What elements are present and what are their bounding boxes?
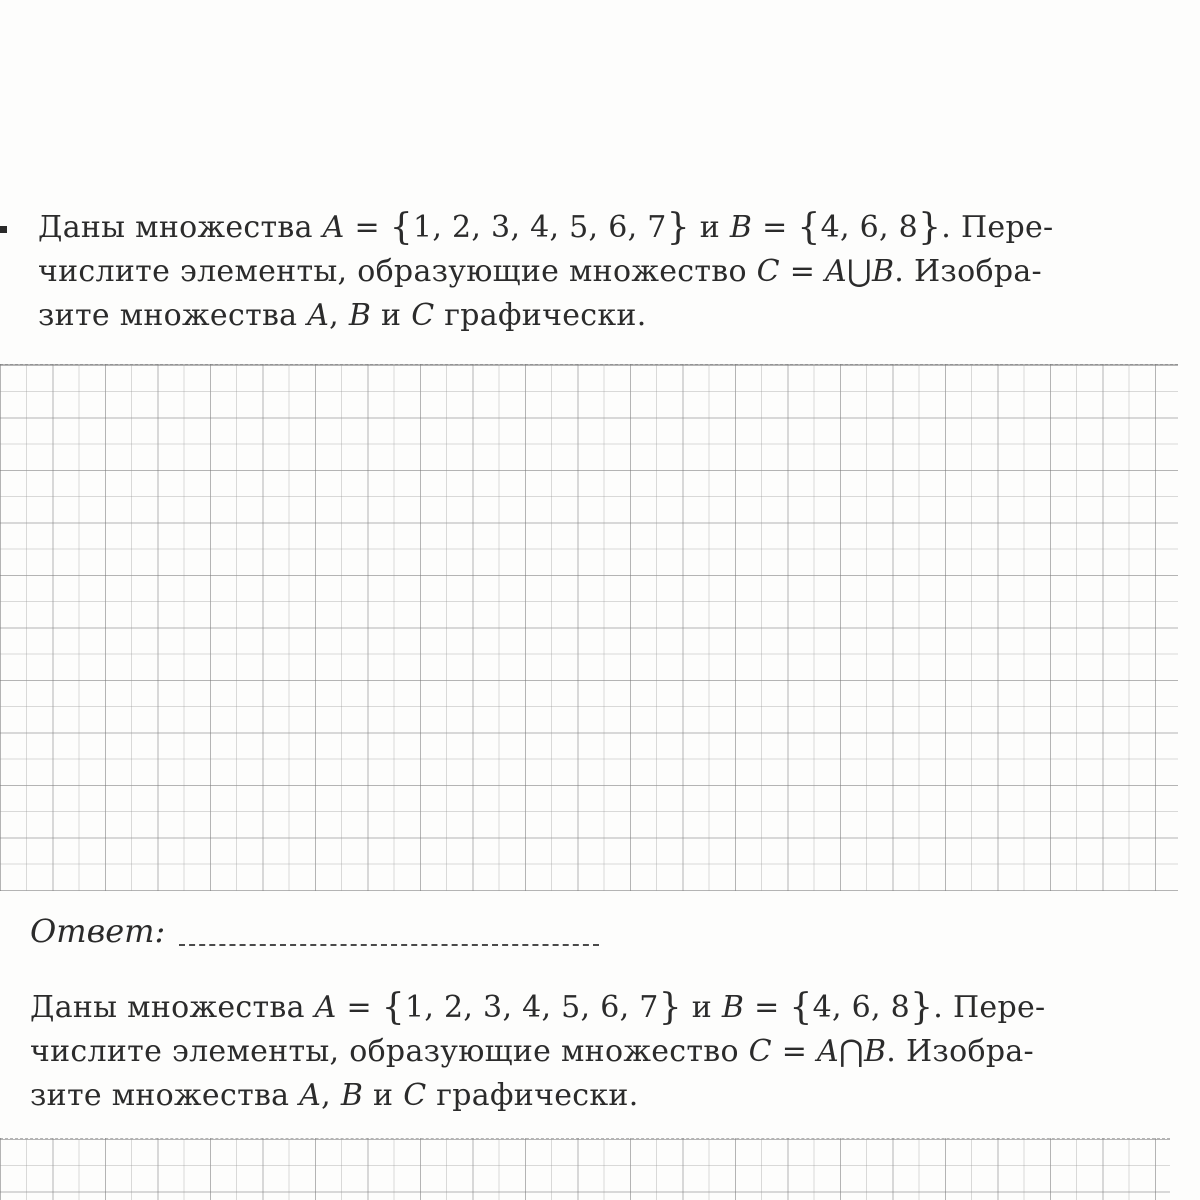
close-brace: }: [918, 207, 942, 248]
text-fragment: . Изобра-: [894, 254, 1042, 289]
text-fragment: зите множества: [38, 298, 308, 333]
answer-grid-2[interactable]: [0, 1138, 1170, 1200]
conjunction: и: [681, 990, 722, 1025]
text-fragment: графически.: [426, 1078, 639, 1113]
problem-1-line-1: [38, 206, 1168, 250]
equals-sign: =: [779, 254, 826, 289]
equals-sign: =: [744, 990, 790, 1025]
answer-label: Ответ:: [30, 912, 166, 950]
equals-sign: =: [344, 210, 390, 245]
set-a-symbol: A: [322, 210, 345, 245]
problem-1-line-2: [38, 250, 1168, 294]
problem-2-line-1: [30, 986, 1160, 1030]
set-b-elements: 4, 6, 8: [812, 990, 911, 1025]
set-a-symbol: A: [299, 1078, 322, 1113]
answer-blank-line[interactable]: [179, 944, 599, 946]
text-fragment: графически.: [434, 298, 647, 333]
set-a-symbol: A: [817, 1034, 840, 1069]
separator: ,: [329, 298, 349, 333]
text-fragment: Даны множества: [38, 210, 323, 245]
problem-1-text: [38, 206, 1168, 338]
text-fragment: числите элементы, образующие множество: [38, 254, 757, 289]
set-a-elements: 1, 2, 3, 4, 5, 6, 7: [404, 990, 659, 1025]
set-b-symbol: B: [348, 298, 372, 333]
open-brace: {: [789, 987, 813, 1028]
text-fragment: . Пере-: [941, 210, 1054, 245]
problem-2-line-3: [30, 1074, 1160, 1118]
problem-1-line-3: [38, 294, 1168, 338]
problem-number-marker: [0, 226, 7, 233]
conjunction: и: [689, 210, 730, 245]
set-a-symbol: A: [314, 990, 337, 1025]
open-brace: {: [389, 207, 413, 248]
close-brace: }: [666, 207, 690, 248]
set-b-elements: 4, 6, 8: [820, 210, 919, 245]
open-brace: {: [797, 207, 821, 248]
equals-sign: =: [752, 210, 798, 245]
text-fragment: . Пере-: [933, 990, 1046, 1025]
text-fragment: зите множества: [30, 1078, 300, 1113]
conjunction: и: [371, 298, 412, 333]
separator: ,: [321, 1078, 341, 1113]
text-fragment: . Изобра-: [886, 1034, 1034, 1069]
close-brace: }: [658, 987, 682, 1028]
intersection-operator: ⋂: [839, 1034, 864, 1069]
union-operator: ⋃: [847, 254, 872, 289]
set-b-symbol: B: [340, 1078, 364, 1113]
answer-row: [30, 912, 599, 950]
equals-sign: =: [771, 1034, 818, 1069]
set-b-symbol: B: [729, 210, 753, 245]
set-b-symbol: B: [871, 254, 895, 289]
problem-2-line-2: [30, 1030, 1160, 1074]
open-brace: {: [381, 987, 405, 1028]
conjunction: и: [363, 1078, 404, 1113]
set-c-symbol: C: [403, 1078, 427, 1113]
set-c-symbol: C: [411, 298, 435, 333]
set-c-symbol: C: [756, 254, 780, 289]
equals-sign: =: [336, 990, 382, 1025]
set-a-elements: 1, 2, 3, 4, 5, 6, 7: [412, 210, 667, 245]
close-brace: }: [910, 987, 934, 1028]
set-c-symbol: C: [748, 1034, 772, 1069]
problem-2-text: [30, 986, 1160, 1118]
text-fragment: числите элементы, образующие множество: [30, 1034, 749, 1069]
answer-grid-1[interactable]: [0, 364, 1178, 891]
set-a-symbol: A: [825, 254, 848, 289]
set-a-symbol: A: [307, 298, 330, 333]
set-b-symbol: B: [863, 1034, 887, 1069]
text-fragment: Даны множества: [30, 990, 315, 1025]
set-b-symbol: B: [721, 990, 745, 1025]
